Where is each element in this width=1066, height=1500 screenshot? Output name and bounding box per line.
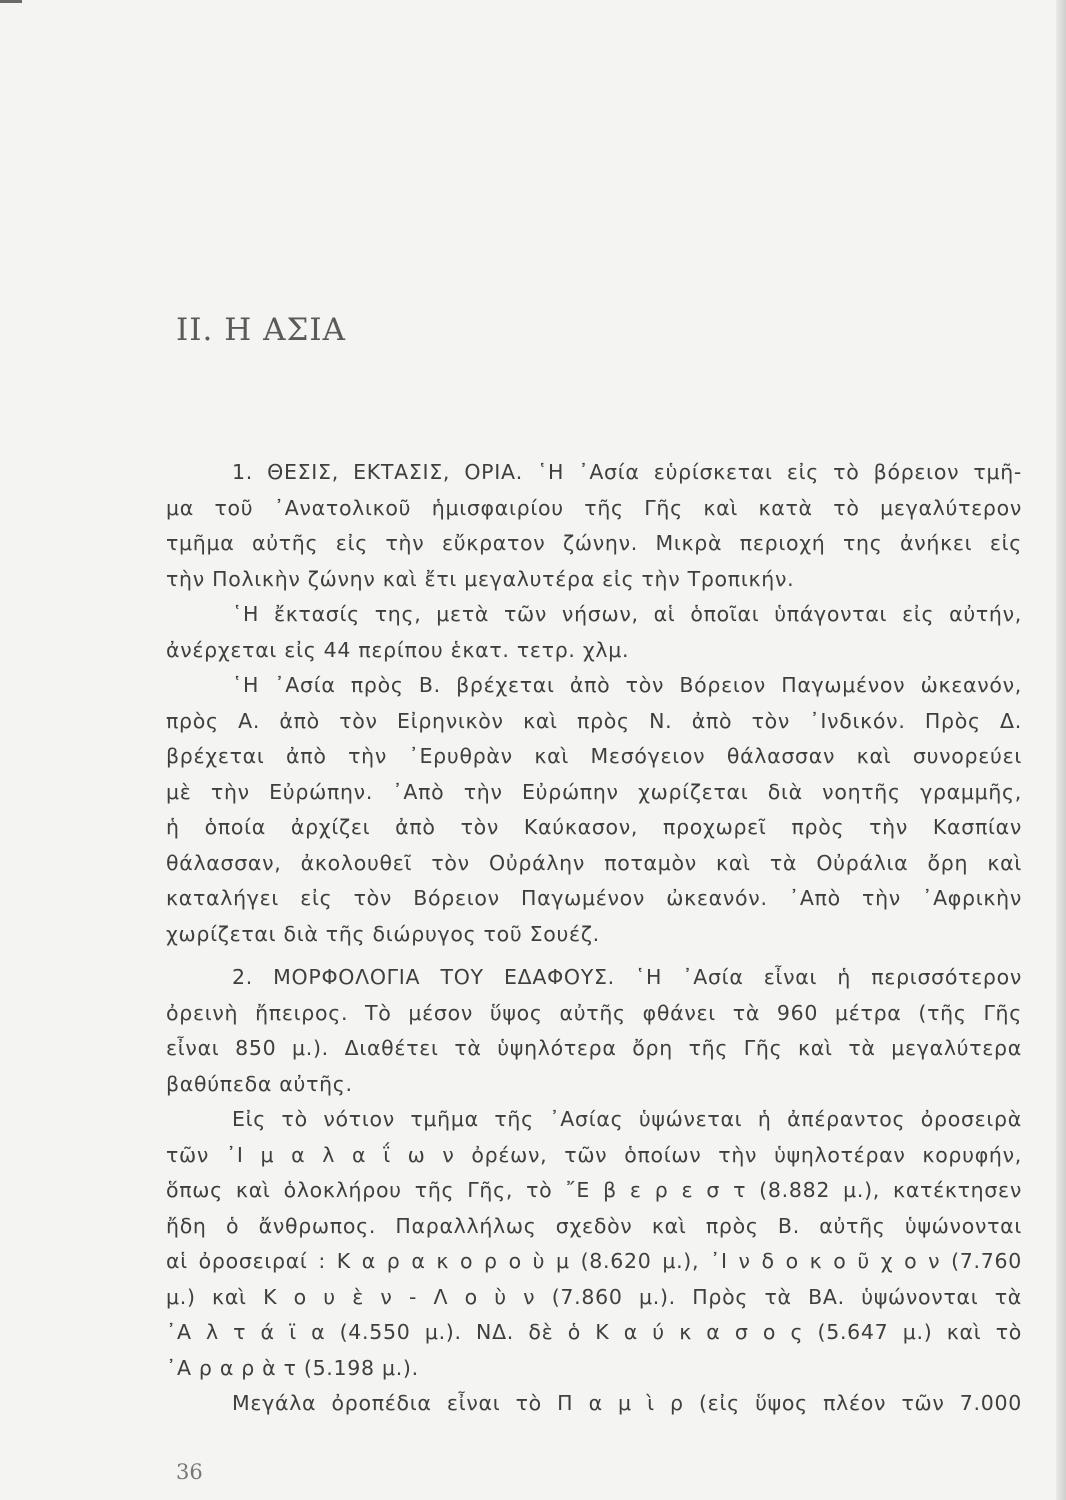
chapter-title: II. Η ΑΣΙΑ: [176, 312, 347, 348]
section-1-line: ἡ ὁποία ἀρχίζει ἀπὸ τὸν Καύκασον, προχωρεῖ πρὸς τὴν Κασπίαν: [166, 815, 1022, 839]
section-2-line: Εἰς τὸ νότιον τμῆμα τῆς ᾿Ασίας ὑψώνεται ἡ ἀπέραντος ὀροσειρὰ: [232, 1107, 1022, 1131]
section-1-text: [166, 455, 1022, 952]
section-2-line: ὀρεινὴ ἤπειρος. Τὸ μέσον ὕψος αὐτῆς φθάνει τὰ 960 μέτρα (τῆς Γῆς: [166, 1000, 1022, 1025]
section-1-line: τὴν Πολικὴν ζώνην καὶ ἔτι μεγαλυτέρα εἰς τὴν Τροπικήν.: [166, 566, 795, 591]
section-1-line: χωρίζεται διὰ τῆς διώρυγος τοῦ Σουέζ.: [166, 921, 600, 946]
section-2-line: μ.) καὶ Κ ο υ ὲ ν - Λ ο ὺ ν (7.860 μ.). Πρὸς τὰ ΒΑ. ὑψώνονται τὰ: [166, 1284, 1022, 1309]
section-1-line: ῾Η ᾿Ασία πρὸς Β. βρέχεται ἀπὸ τὸν Βόρειον Παγωμένον ὠκεανόν,: [232, 673, 1022, 697]
section-1-line: ῾Η ἔκτασίς της, μετὰ τῶν νήσων, αἱ ὁποῖαι ὑπάγονται εἰς αὐτήν,: [232, 602, 1022, 626]
section-2-text: [166, 960, 1022, 1422]
section-2-line: ὅπως καὶ ὁλοκλήρου τῆς Γῆς, τὸ ῎Ε β ε ρ ε σ τ (8.882 μ.), κατέκτησεν: [166, 1178, 1022, 1202]
section-1-line: πρὸς Α. ἀπὸ τὸν Εἰρηνικὸν καὶ πρὸς Ν. ἀπὸ τὸν ᾿Ινδικόν. Πρὸς Δ.: [166, 708, 1022, 733]
section-2-line: βαθύπεδα αὐτῆς.: [166, 1071, 353, 1096]
section-2-line: εἶναι 850 μ.). Διαθέτει τὰ ὑψηλότερα ὄρη τῆς Γῆς καὶ τὰ μεγαλύτερα: [166, 1036, 1022, 1060]
section-1-line: βρέχεται ἀπὸ τὴν ᾿Ερυθρὰν καὶ Μεσόγειον θάλασσαν καὶ συνορεύει: [166, 744, 1022, 768]
section-1-line: θάλασσαν, ἀκολουθεῖ τὸν Οὐράλην ποταμὸν καὶ τὰ Οὐράλια ὄρη καὶ: [166, 850, 1022, 875]
section-1-line: 1. ΘΕΣΙΣ, ΕΚΤΑΣΙΣ, ΟΡΙΑ. ῾Η ᾿Ασία εὑρίσκεται εἰς τὸ βόρειον τμῆ-: [232, 460, 1022, 484]
section-1-line: μὲ τὴν Εὐρώπην. ᾿Απὸ τὴν Εὐρώπην χωρίζεται διὰ νοητῆς γραμμῆς,: [166, 779, 1022, 804]
section-2-line: 2. ΜΟΡΦΟΛΟΓΙΑ ΤΟΥ ΕΔΑΦΟΥΣ. ῾Η ᾿Ασία εἶναι ἡ περισσότερον: [232, 965, 1022, 989]
section-2-line: ᾿Α λ τ ά ϊ α (4.550 μ.). ΝΔ. δὲ ὁ Κ α ύ κ α σ ο ς (5.647 μ.) καὶ τὸ: [166, 1320, 1022, 1344]
section-1-line: ἀνέρχεται εἰς 44 περίπου ἑκατ. τετρ. χλμ.: [166, 637, 630, 662]
section-2-line: τῶν ᾿Ι μ α λ α ΐ ω ν ὀρέων, τῶν ὁποίων τὴν ὑψηλοτέραν κορυφήν,: [166, 1142, 1022, 1167]
page-edge-shadow: [1056, 0, 1066, 1500]
section-2-line: Μεγάλα ὀροπέδια εἶναι τὸ Π α μ ὶ ρ (εἰς ὕψος πλέον τῶν 7.000: [232, 1391, 1022, 1415]
page-number: 36: [176, 1460, 203, 1484]
section-1-line: τμῆμα αὐτῆς εἰς τὴν εὔκρατον ζώνην. Μικρὰ περιοχή της ἀνήκει εἰς: [166, 531, 1022, 555]
section-2-line: ἤδη ὁ ἄνθρωπος. Παραλλήλως σχεδὸν καὶ πρὸς Β. αὐτῆς ὑψώνονται: [166, 1213, 1022, 1238]
section-2-line: αἱ ὀροσειραί : Κ α ρ α κ ο ρ ο ὺ μ (8.620 μ.), ᾿Ι ν δ ο κ ο ῦ χ ο ν (7.760: [166, 1249, 1022, 1273]
section-1-line: καταλήγει εἰς τὸν Βόρειον Παγωμένον ὠκεανόν. ᾿Απὸ τὴν ᾿Αφρικὴν: [166, 886, 1022, 910]
section-1-line: μα τοῦ ᾿Ανατολικοῦ ἡμισφαιρίου τῆς Γῆς καὶ κατὰ τὸ μεγαλύτερον: [166, 495, 1022, 520]
section-2-line: ᾿Α ρ α ρ ὰ τ (5.198 μ.).: [166, 1355, 419, 1380]
scan-corner-mark: [0, 0, 22, 3]
